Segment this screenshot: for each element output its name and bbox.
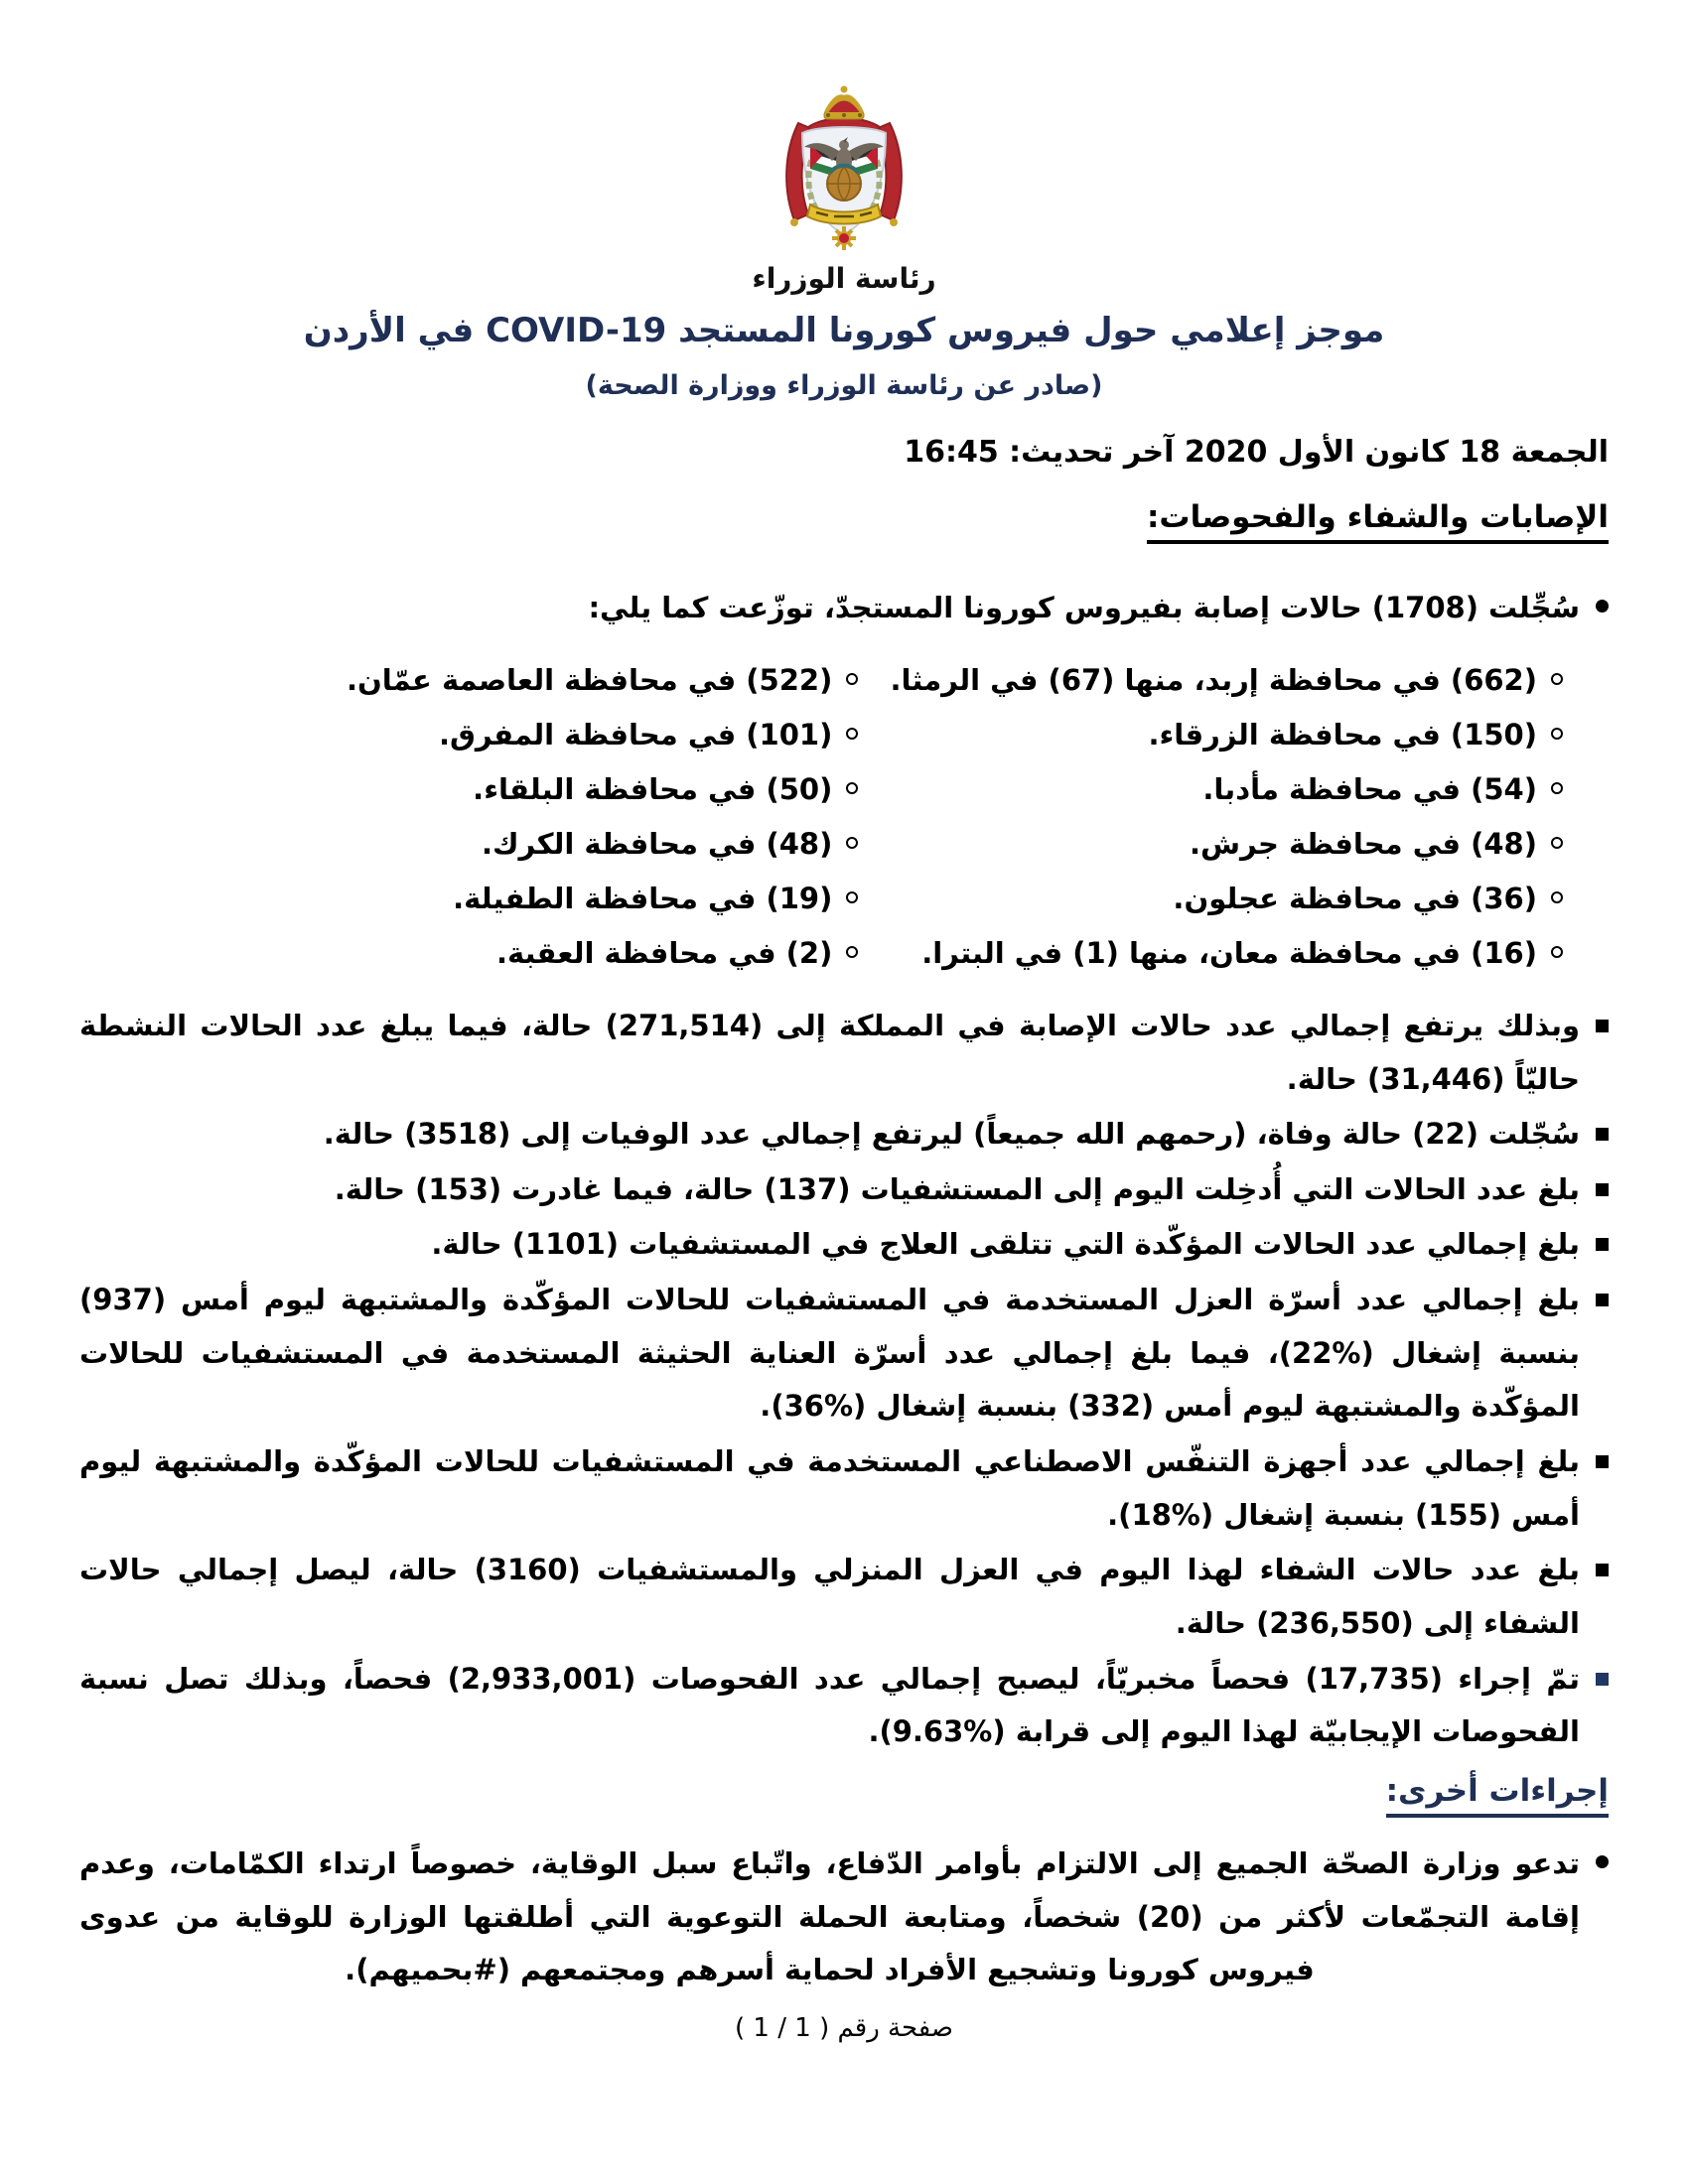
- bullet-dot-icon: [1596, 600, 1609, 613]
- list-item: بلغ عدد حالات الشفاء لهذا اليوم في العزل المنزلي والمستشفيات (3160) حالة، ليصل إجمالي حالات الشفاء إلى (236,550) حالة.: [79, 1544, 1609, 1650]
- page-title: موجز إعلامي حول فيروس كورونا المستجد COVID-19 في الأردن: [303, 311, 1385, 350]
- list-item: (101) في محافظة المفرق.: [79, 714, 858, 755]
- bullet-circle-icon: [846, 673, 858, 685]
- governorate-list: [79, 659, 1609, 974]
- document-body: [0, 435, 1688, 2043]
- list-item: (2) في محافظة العقبة.: [79, 932, 858, 974]
- bullet-circle-icon: [1551, 946, 1563, 958]
- list-item: بلغ إجمالي عدد أسرّة العزل المستخدمة في المستشفيات للحالات المؤكّدة والمشتبهة ليوم أمس (937) بنسبة إشغال (%22)، فيما بلغ إجمالي عدد أسرّة العناية الحثيثة المستخدمة في المستشفيات للحالات المؤكّدة والمشتبهة ليوم أمس (332) بنسبة إشغال (%36).: [79, 1274, 1609, 1433]
- measures-text: تدعو وزارة الصحّة الجميع إلى الالتزام بأوامر الدّفاع، واتّباع سبل الوقاية، خصوصاً ارتداء الكمّامات، وعدم إقامة التجمّعات لأكثر من (20) شخصاً، ومتابعة الحملة التوعوية التي أطلقتها الوزارة للوقاية من عدوى فيروس كورونا وتشجيع الأفراد لحماية أسرهم ومجتمعهم (#بحميهم).: [79, 1845, 1580, 1987]
- list-item: بلغ عدد الحالات التي أُدخِلت اليوم إلى المستشفيات (137) حالة، فيما غادرت (153) حالة.: [79, 1163, 1609, 1217]
- bullet-circle-icon: [1551, 782, 1563, 794]
- bullet-circle-icon: [846, 946, 858, 958]
- list-item: (48) في محافظة الكرك.: [79, 823, 858, 865]
- list-item: (150) في محافظة الزرقاء.: [858, 714, 1563, 755]
- list-item: بلغ إجمالي عدد أجهزة التنفّس الاصطناعي المستخدمة في المستشفيات للحالات المؤكّدة والمشتبهة ليوم أمس (155) بنسبة إشغال (%18).: [79, 1435, 1609, 1542]
- list-item: سُجّلت (22) حالة وفاة، (رحمهم الله جميعاً) ليرتفع إجمالي عدد الوفيات إلى (3518) حالة.: [79, 1108, 1609, 1161]
- bullet-square-navy-icon: [1596, 1673, 1609, 1686]
- bullet-circle-icon: [1551, 891, 1563, 903]
- list-item: (54) في محافظة مأدبا.: [858, 768, 1563, 810]
- page-subtitle: (صادر عن رئاسة الوزراء ووزارة الصحة): [585, 370, 1103, 401]
- bullet-circle-icon: [1551, 837, 1563, 849]
- section-heading-measures: إجراءات أخرى:: [1386, 1773, 1609, 1818]
- date-line: الجمعة 18 كانون الأول 2020 آخر تحديث: 16:45: [904, 435, 1609, 470]
- cases-intro-text: سُجِّلت (1708) حالات إصابة بفيروس كورونا المستجدّ، توزّعت كما يلي:: [588, 591, 1580, 624]
- bullet-square-icon: [1596, 1238, 1609, 1251]
- stats-list: [79, 1000, 1609, 1759]
- bullet-circle-icon: [1551, 728, 1563, 740]
- cases-intro-bullet: [79, 582, 1609, 635]
- bullet-square-icon: [1596, 1020, 1609, 1032]
- list-item: (522) في محافظة العاصمة عمّان.: [79, 659, 858, 701]
- jordan-coat-of-arms-logo: [765, 85, 923, 256]
- list-item: (16) في محافظة معان، منها (1) في البترا.: [858, 932, 1563, 974]
- header-logo-block: [0, 0, 1688, 295]
- bullet-circle-icon: [1551, 673, 1563, 685]
- list-item: وبذلك يرتفع إجمالي عدد حالات الإصابة في المملكة إلى (271,514) حالة، فيما يبلغ عدد الحالات النشطة حاليّاً (31,446) حالة.: [79, 1000, 1609, 1106]
- page-number: صفحة رقم ( 1 / 1 ): [735, 2012, 953, 2043]
- bullet-square-icon: [1596, 1183, 1609, 1196]
- list-item: (19) في محافظة الطفيلة.: [79, 878, 858, 919]
- bullet-circle-icon: [846, 837, 858, 849]
- list-item: (50) في محافظة البلقاء.: [79, 768, 858, 810]
- bullet-square-icon: [1596, 1455, 1609, 1468]
- bullet-square-icon: [1596, 1128, 1609, 1141]
- list-item: تمّ إجراء (17,735) فحصاً مخبريّاً، ليصبح إجمالي عدد الفحوصات (2,933,001) فحصاً، وبذلك تصل نسبة الفحوصات الإيجابيّة لهذا اليوم إلى قرابة (%9.63).: [79, 1653, 1609, 1759]
- bullet-square-icon: [1596, 1294, 1609, 1306]
- bullet-square-icon: [1596, 1564, 1609, 1576]
- list-item: (36) في محافظة عجلون.: [858, 878, 1563, 919]
- list-item: (48) في محافظة جرش.: [858, 823, 1563, 865]
- bullet-dot-icon: [1596, 1855, 1609, 1868]
- bullet-circle-icon: [846, 728, 858, 740]
- measures-bullet: [79, 1838, 1609, 1997]
- section-heading-cases: الإصابات والشفاء والفحوصات:: [1147, 499, 1609, 544]
- list-item: (662) في محافظة إربد، منها (67) في الرمثا.: [858, 659, 1563, 701]
- list-item: بلغ إجمالي عدد الحالات المؤكّدة التي تتلقى العلاج في المستشفيات (1101) حالة.: [79, 1218, 1609, 1272]
- bullet-circle-icon: [846, 891, 858, 903]
- bullet-circle-icon: [846, 782, 858, 794]
- logo-caption: رئاسة الوزراء: [752, 262, 936, 295]
